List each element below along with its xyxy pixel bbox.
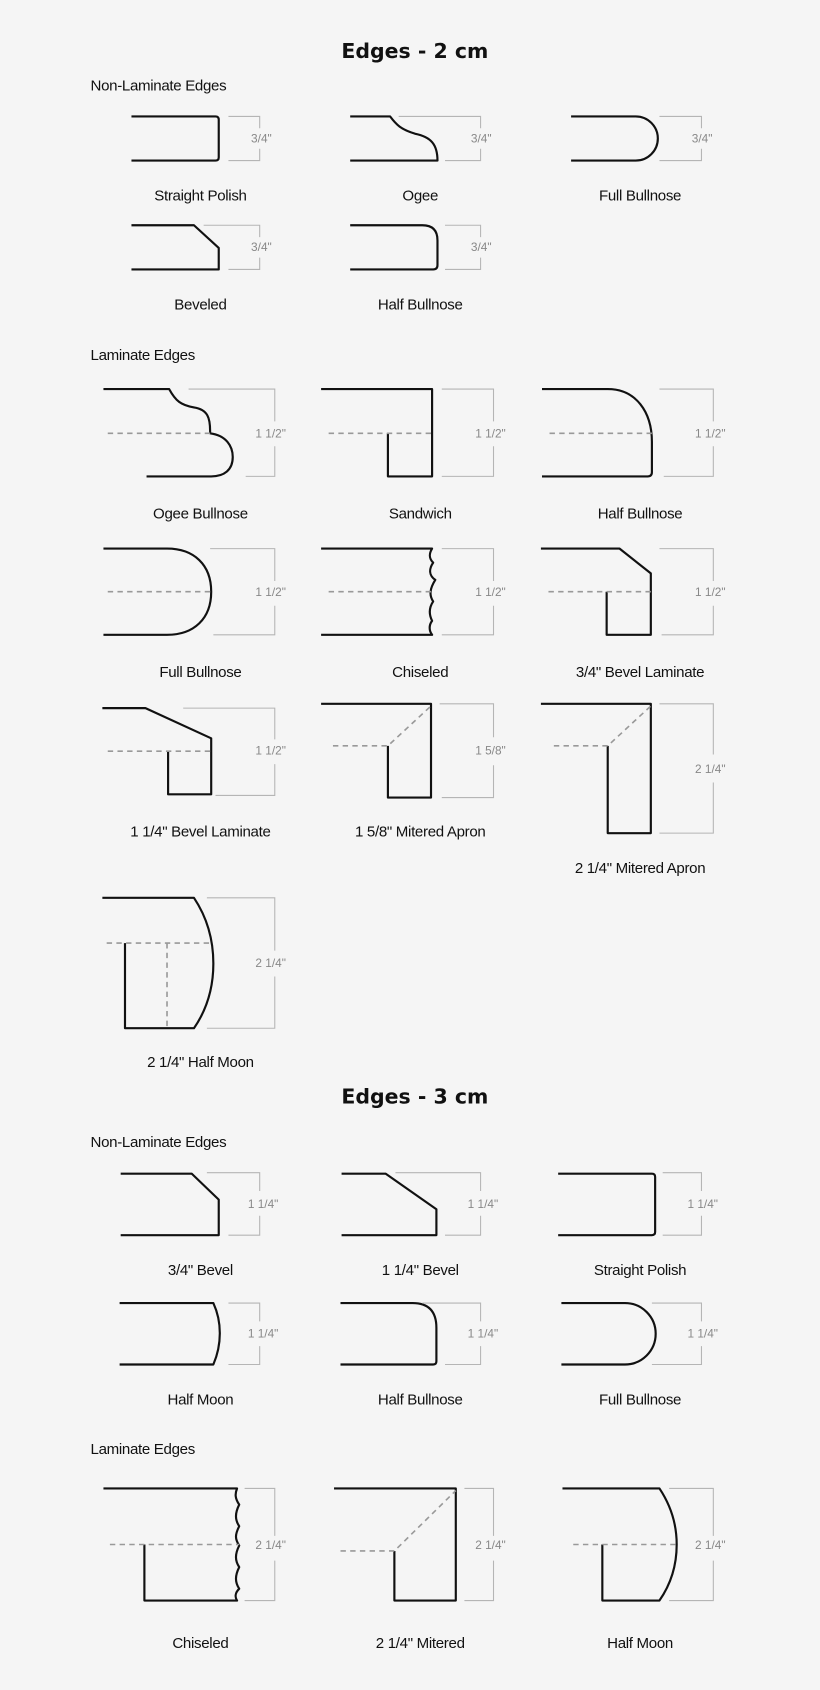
svg-text:2 1/4": 2 1/4" bbox=[695, 1537, 726, 1552]
svg-text:1 1/4": 1 1/4" bbox=[467, 1326, 499, 1341]
edge-profile-three-quarter-bevel-laminate[interactable] bbox=[541, 549, 726, 681]
edge-profile-half-moon-3cm[interactable] bbox=[120, 1303, 279, 1408]
group-heading-3cm-laminate: Laminate Edges bbox=[90, 1440, 195, 1458]
edge-label: 2 1/4" Mitered bbox=[375, 1634, 465, 1652]
edge-label: Chiseled bbox=[392, 663, 449, 681]
edge-label: Beveled bbox=[174, 296, 227, 314]
svg-text:2 1/4": 2 1/4" bbox=[255, 955, 286, 970]
edge-label: Full Bullnose bbox=[598, 1391, 682, 1409]
edge-label: Sandwich bbox=[388, 505, 452, 523]
edge-profile-chiseled-3cm[interactable] bbox=[103, 1488, 285, 1652]
edge-label: Half Moon bbox=[167, 1391, 234, 1409]
edge-profile-three-quarter-bevel-3cm[interactable] bbox=[121, 1173, 279, 1279]
edge-profile-two-quarter-mitered-3cm[interactable] bbox=[334, 1488, 506, 1652]
edge-profile-one-quarter-bevel-laminate[interactable] bbox=[102, 708, 286, 840]
edge-label: Ogee bbox=[402, 187, 439, 205]
section-title-3cm: Edges - 3 cm bbox=[341, 1084, 489, 1109]
edge-profile-half-bullnose-3cm[interactable] bbox=[340, 1303, 498, 1408]
group-heading-2cm-laminate: Laminate Edges bbox=[90, 346, 195, 364]
edge-profile-half-bullnose-2cm[interactable] bbox=[350, 225, 491, 313]
edge-label: Ogee Bullnose bbox=[153, 505, 248, 523]
edge-label: 2 1/4" Half Moon bbox=[147, 1054, 254, 1072]
edge-label: Full Bullnose bbox=[159, 663, 242, 681]
svg-text:3/4": 3/4" bbox=[470, 240, 492, 255]
edge-label: 3/4" Bevel bbox=[167, 1262, 233, 1280]
svg-text:3/4": 3/4" bbox=[470, 131, 492, 146]
edge-label: Half Moon bbox=[607, 1634, 673, 1652]
svg-text:1 1/2": 1 1/2" bbox=[255, 743, 286, 758]
edge-label: Half Bullnose bbox=[597, 505, 683, 523]
edge-profile-sandwich[interactable] bbox=[321, 389, 506, 522]
edge-label: 3/4" Bevel Laminate bbox=[575, 663, 705, 681]
svg-text:1 1/4": 1 1/4" bbox=[687, 1326, 719, 1341]
edge-profile-half-moon-laminate-3cm[interactable] bbox=[562, 1488, 725, 1652]
svg-text:1 1/2": 1 1/2" bbox=[695, 585, 726, 600]
svg-text:1 1/2": 1 1/2" bbox=[475, 426, 506, 441]
edge-profile-beveled-2cm[interactable] bbox=[131, 225, 271, 313]
svg-text:2 1/4": 2 1/4" bbox=[695, 761, 726, 776]
group-heading-2cm-non-laminate: Non-Laminate Edges bbox=[90, 77, 227, 95]
svg-text:1 1/4": 1 1/4" bbox=[467, 1197, 499, 1212]
edge-profile-full-bullnose-2cm[interactable] bbox=[571, 116, 712, 204]
edge-label: Half Bullnose bbox=[377, 1391, 463, 1409]
edge-label: 1 5/8" Mitered Apron bbox=[355, 823, 486, 841]
svg-text:2 1/4": 2 1/4" bbox=[475, 1537, 506, 1552]
edge-profile-ogee-2cm[interactable] bbox=[350, 116, 491, 204]
edge-label: Chiseled bbox=[172, 1634, 229, 1652]
edge-profile-ogee-bullnose[interactable] bbox=[103, 389, 285, 522]
svg-text:1 5/8": 1 5/8" bbox=[475, 743, 506, 758]
svg-text:1 1/4": 1 1/4" bbox=[247, 1326, 279, 1341]
edge-label: Half Bullnose bbox=[377, 296, 463, 314]
svg-text:1 1/4": 1 1/4" bbox=[687, 1197, 719, 1212]
edge-profile-full-bullnose-3cm[interactable] bbox=[561, 1303, 718, 1408]
edge-profile-two-quarter-mitered-apron[interactable] bbox=[541, 704, 726, 877]
svg-text:3/4": 3/4" bbox=[691, 131, 713, 146]
edge-label: Straight Polish bbox=[154, 187, 247, 205]
svg-text:1 1/2": 1 1/2" bbox=[475, 585, 506, 600]
edge-profile-chiseled-2cm[interactable] bbox=[321, 549, 506, 681]
edge-profile-two-quarter-half-moon[interactable] bbox=[102, 898, 286, 1071]
svg-text:1 1/2": 1 1/2" bbox=[255, 426, 286, 441]
edge-profile-straight-polish-3cm[interactable] bbox=[558, 1173, 718, 1279]
edge-profile-full-bullnose-laminate[interactable] bbox=[103, 549, 285, 681]
edge-profile-straight-polish-2cm[interactable] bbox=[131, 116, 271, 204]
edge-label: 1 1/4" Bevel Laminate bbox=[130, 823, 271, 841]
svg-text:2 1/4": 2 1/4" bbox=[255, 1537, 286, 1552]
svg-text:1 1/4": 1 1/4" bbox=[247, 1197, 279, 1212]
edge-label: Full Bullnose bbox=[598, 187, 682, 205]
svg-text:3/4": 3/4" bbox=[251, 131, 272, 146]
svg-text:3/4": 3/4" bbox=[251, 240, 272, 255]
edge-label: 1 1/4" Bevel bbox=[381, 1262, 459, 1280]
edge-profile-one-five-eighths-mitered-apron[interactable] bbox=[321, 704, 506, 841]
section-title-2cm: Edges - 2 cm bbox=[341, 39, 489, 64]
edge-profile-one-quarter-bevel-3cm[interactable] bbox=[342, 1173, 499, 1279]
svg-text:1 1/2": 1 1/2" bbox=[255, 585, 286, 600]
group-heading-3cm-non-laminate: Non-Laminate Edges bbox=[90, 1133, 227, 1151]
edge-label: 2 1/4" Mitered Apron bbox=[574, 860, 706, 878]
svg-text:1 1/2": 1 1/2" bbox=[695, 426, 726, 441]
edge-label: Straight Polish bbox=[593, 1262, 687, 1280]
edge-profile-half-bullnose-laminate[interactable] bbox=[542, 389, 726, 522]
